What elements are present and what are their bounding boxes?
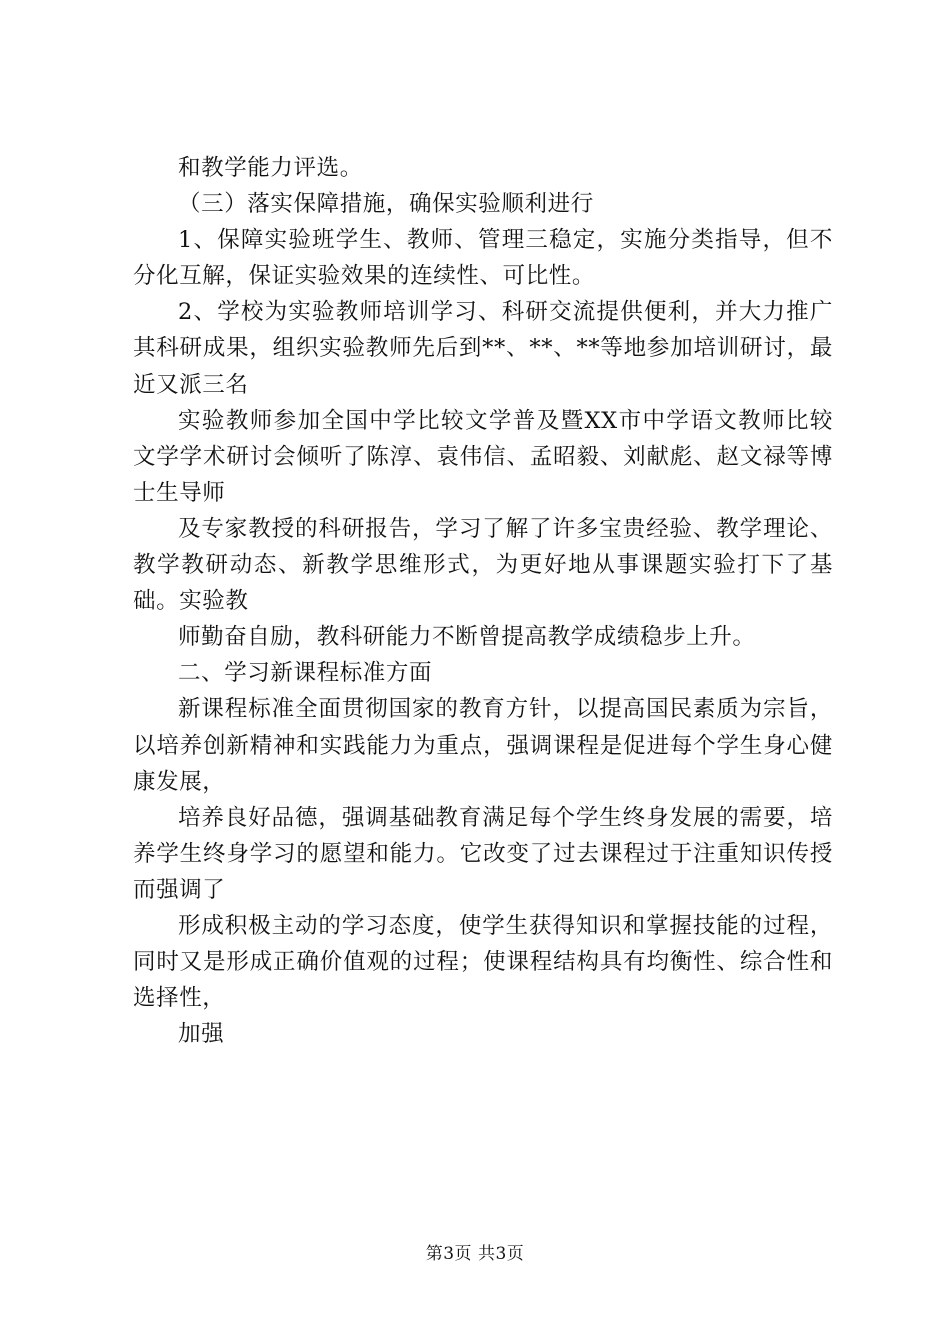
document-body xyxy=(133,150,833,1052)
paragraph-7: 师勤奋自励，教科研能力不断曾提高教学成绩稳步上升。 xyxy=(178,624,756,651)
paragraph-3: 1、保障实验班学生、教师、管理三稳定，实施分类指导，但不分化互解，保证实验效果的连续性、可比性。 xyxy=(133,227,833,290)
paragraph-11: 形成积极主动的学习态度，使学生获得知识和掌握技能的过程，同时又是形成正确价值观的过程；使课程结构具有均衡性、综合性和选择性， xyxy=(133,912,833,1012)
paragraph-12: 加强 xyxy=(178,1021,225,1048)
paragraph-4: 2、学校为实验教师培训学习、科研交流提供便利，并大力推广其科研成果，组织实验教师先后到**、**、**等地参加培训研讨，最近又派三名 xyxy=(133,299,833,398)
paragraph-10: 培养良好品德，强调基础教育满足每个学生终身发展的需要，培养学生终身学习的愿望和能力。它改变了过去课程过于注重知识传授而强调了 xyxy=(133,804,833,903)
page-footer: 第3页 共3页 xyxy=(425,1244,525,1264)
paragraph-6: 及专家教授的科研报告，学习了解了许多宝贵经验、教学理论、教学教研动态、新教学思维形式，为更好地从事课题实验打下了基础。实验教 xyxy=(133,515,833,615)
paragraph-1: 和教学能力评选。 xyxy=(178,155,363,181)
paragraph-9: 新课程标准全面贯彻国家的教育方针，以提高国民素质为宗旨，以培养创新精神和实践能力为重点，强调课程是促进每个学生身心健康发展， xyxy=(133,696,833,795)
paragraph-8: 二、学习新课程标准方面 xyxy=(178,660,433,687)
paragraph-5: 实验教师参加全国中学比较文学普及暨XX市中学语文教师比较文学学术研讨会倾听了陈淳、袁伟信、孟昭毅、刘献彪、赵文禄等博士生导师 xyxy=(133,407,833,506)
paragraph-2: （三）落实保障措施，确保实验顺利进行 xyxy=(178,191,594,218)
